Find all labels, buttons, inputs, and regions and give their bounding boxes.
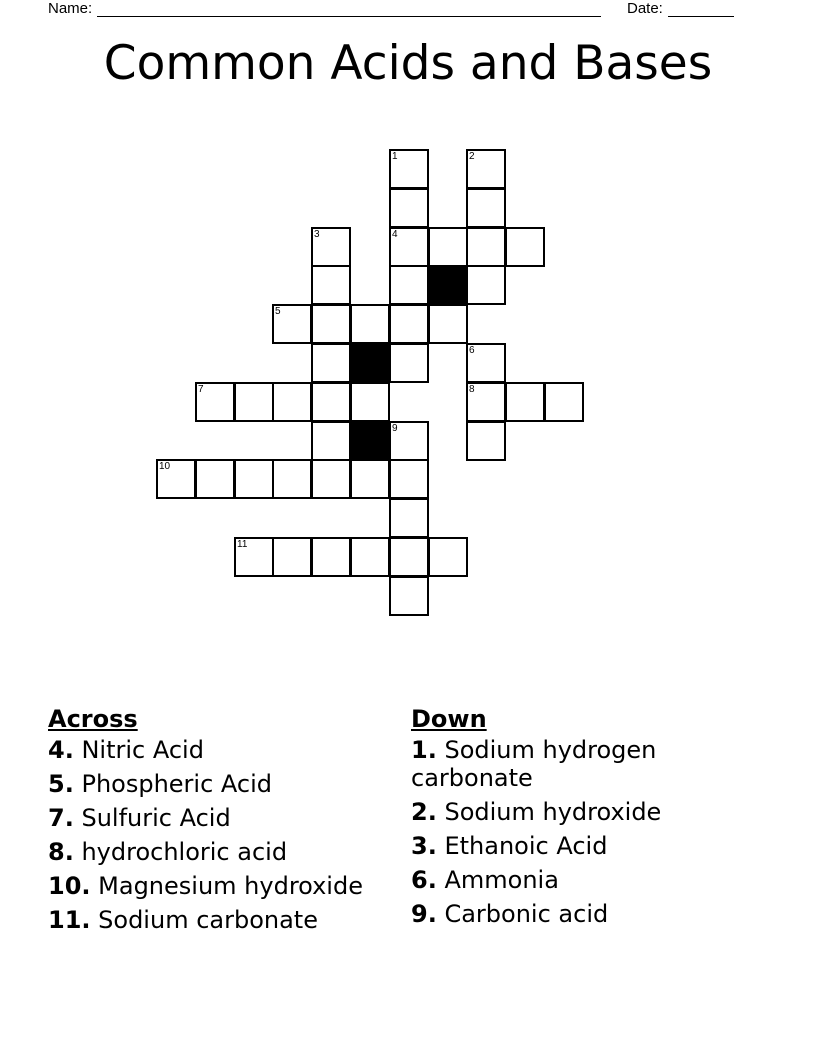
crossword-cell[interactable]	[389, 304, 429, 344]
clue-item	[48, 872, 398, 900]
crossword-cell[interactable]	[466, 188, 506, 228]
cell-number: 2	[469, 151, 475, 162]
across-heading: Across	[48, 705, 138, 733]
clue-item	[48, 770, 398, 798]
down-heading: Down	[411, 705, 487, 733]
clue-number: 3.	[411, 832, 437, 860]
clue-number: 7.	[48, 804, 74, 832]
crossword-cell[interactable]	[311, 459, 351, 499]
clue-number: 11.	[48, 906, 91, 934]
clue-text: Sulfuric Acid	[81, 804, 231, 832]
crossword-cell[interactable]	[428, 304, 468, 344]
crossword-cell[interactable]	[389, 343, 429, 383]
clue-item	[411, 798, 711, 826]
clue-text: Sodium carbonate	[98, 906, 318, 934]
cell-number: 9	[392, 423, 398, 434]
clue-text: Nitric Acid	[81, 736, 204, 764]
down-clues	[411, 702, 711, 934]
crossword-cell[interactable]	[156, 459, 196, 499]
clue-text: Magnesium hydroxide	[98, 872, 363, 900]
crossword-cell[interactable]	[350, 537, 390, 577]
crossword-cell[interactable]	[389, 149, 429, 189]
crossword-cell[interactable]	[311, 537, 351, 577]
cell-number: 6	[469, 345, 475, 356]
down-clue-list	[411, 736, 711, 928]
clue-number: 4.	[48, 736, 74, 764]
clue-number: 2.	[411, 798, 437, 826]
crossword-cell[interactable]	[350, 382, 390, 422]
clue-text: Carbonic acid	[444, 900, 609, 928]
across-clue-list	[48, 736, 398, 934]
date-label: Date:	[627, 0, 663, 17]
clue-item	[48, 838, 398, 866]
crossword-cell[interactable]	[389, 265, 429, 305]
clue-item	[411, 900, 711, 928]
crossword-cell[interactable]	[350, 304, 390, 344]
crossword-cell[interactable]	[389, 576, 429, 616]
crossword-cell[interactable]	[466, 149, 506, 189]
crossword-cell[interactable]	[195, 382, 235, 422]
cell-number: 8	[469, 384, 475, 395]
crossword-cell[interactable]	[466, 227, 506, 267]
clue-text: Ammonia	[444, 866, 559, 894]
clue-text: hydrochloric acid	[81, 838, 288, 866]
crossword-cell[interactable]	[389, 421, 429, 461]
crossword-black-cell	[350, 421, 390, 461]
clue-number: 6.	[411, 866, 437, 894]
clue-number: 1.	[411, 736, 437, 764]
crossword-cell[interactable]	[311, 265, 351, 305]
crossword-black-cell	[428, 265, 468, 305]
crossword-cell[interactable]	[234, 382, 274, 422]
clue-item	[411, 866, 711, 894]
crossword-cell[interactable]	[272, 382, 312, 422]
crossword-cell[interactable]	[428, 537, 468, 577]
crossword-cell[interactable]	[311, 382, 351, 422]
crossword-cell[interactable]	[389, 188, 429, 228]
crossword-cell[interactable]	[466, 343, 506, 383]
crossword-cell[interactable]	[389, 537, 429, 577]
cell-number: 4	[392, 229, 398, 240]
clue-text: Phospheric Acid	[81, 770, 273, 798]
crossword-black-cell	[350, 343, 390, 383]
cell-number: 3	[314, 229, 320, 240]
crossword-cell[interactable]	[272, 459, 312, 499]
page-title: Common Acids and Bases	[103, 36, 713, 91]
crossword-cell[interactable]	[466, 265, 506, 305]
crossword-cell[interactable]	[544, 382, 584, 422]
crossword-cell[interactable]	[466, 382, 506, 422]
clue-item	[411, 832, 711, 860]
cell-number: 10	[159, 461, 171, 472]
across-clues	[48, 702, 398, 940]
crossword-cell[interactable]	[389, 227, 429, 267]
name-label: Name:	[48, 0, 93, 17]
crossword-cell[interactable]	[389, 498, 429, 538]
cell-number: 1	[392, 151, 398, 162]
crossword-cell[interactable]	[311, 304, 351, 344]
crossword-cell[interactable]	[234, 459, 274, 499]
clue-number: 5.	[48, 770, 74, 798]
crossword-cell[interactable]	[311, 343, 351, 383]
crossword-cell[interactable]	[272, 304, 312, 344]
crossword-cell[interactable]	[311, 227, 351, 267]
crossword-cell[interactable]	[234, 537, 274, 577]
crossword-cell[interactable]	[428, 227, 468, 267]
clue-text: Sodium hydroxide	[444, 798, 662, 826]
clue-item	[48, 804, 398, 832]
crossword-cell[interactable]	[350, 459, 390, 499]
clue-number: 9.	[411, 900, 437, 928]
clue-item	[48, 906, 398, 934]
crossword-cell[interactable]	[505, 382, 545, 422]
crossword-cell[interactable]	[195, 459, 235, 499]
clue-text: Ethanoic Acid	[444, 832, 608, 860]
clue-item	[411, 736, 711, 792]
cell-number: 7	[198, 384, 204, 395]
cell-number: 5	[275, 306, 281, 317]
crossword-cell[interactable]	[505, 227, 545, 267]
clue-number: 10.	[48, 872, 91, 900]
cell-number: 11	[237, 539, 248, 550]
clue-text: Sodium hydrogen carbonate	[411, 736, 657, 792]
crossword-cell[interactable]	[389, 459, 429, 499]
clue-number: 8.	[48, 838, 74, 866]
clue-item	[48, 736, 398, 764]
crossword-cell[interactable]	[311, 421, 351, 461]
crossword-cell[interactable]	[272, 537, 312, 577]
crossword-cell[interactable]	[466, 421, 506, 461]
